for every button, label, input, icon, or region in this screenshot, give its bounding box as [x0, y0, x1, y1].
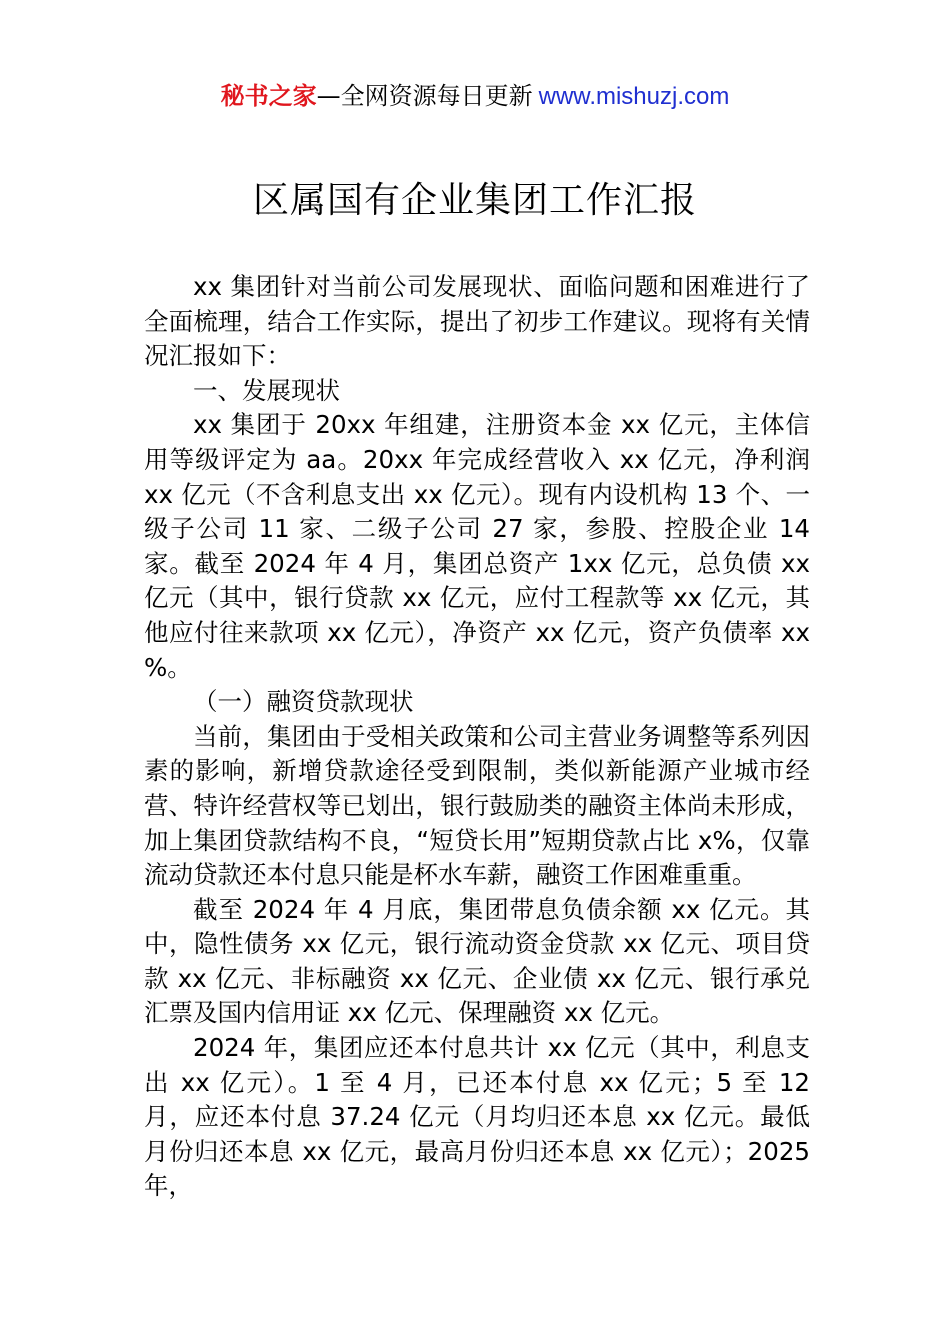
- site-tagline: —全网资源每日更新: [316, 82, 533, 110]
- paragraph-development-status: xx 集团于 20xx 年组建，注册资本金 xx 亿元，主体信用等级评定为 aa。20xx 年完成经营收入 xx 亿元，净利润 xx 亿元（不含利息支出 xx 亿元）。现有内设机构 13 个、一级子公司 11 家、二级子公司 27 家，参股、控股企业 14 家。截至 2024 年 4 月，集团总资产 1xx 亿元，总负债 xx 亿元（其中，银行贷款 xx 亿元，应付工程款等 xx 亿元，其他应付往来款项 xx 亿元），净资产 xx 亿元，资产负债率 xx %。: [144, 410, 810, 682]
- paragraph-financing-status: 当前，集团由于受相关政策和公司主营业务调整等系列因素的影响，新增贷款途径受到限制，类似新能源产业城市经营、特许经营权等已划出，银行鼓励类的融资主体尚未形成，加上集团贷款结构不良，“短贷长用”短期贷款占比 x%，仅靠流动贷款还本付息只能是杯水车薪，融资工作困难重重。: [144, 721, 810, 890]
- document-title: 区属国有企业集团工作汇报: [252, 180, 697, 221]
- section-heading-1: 一、发展现状: [193, 375, 340, 405]
- site-brand: 秘书之家: [220, 82, 317, 110]
- intro-paragraph: xx 集团针对当前公司发展现状、面临问题和困难进行了全面梳理，结合工作实际，提出了初步工作建议。现将有关情况汇报如下：: [144, 272, 810, 371]
- site-url-link[interactable]: www.mishuzj.com: [538, 83, 730, 110]
- document-body: [144, 270, 810, 1204]
- paragraph-repayment: 2024 年，集团应还本付息共计 xx 亿元（其中，利息支出 xx 亿元）。1 至 4 月，已还本付息 xx 亿元；5 至 12 月，应还本付息 37.24 亿元（月均归还本息 xx 亿元。最低月份归还本息 xx 亿元，最高月份归还本息 xx 亿元）；2025 年，: [144, 1033, 810, 1201]
- subsection-heading-1: （一）融资贷款现状: [193, 687, 414, 717]
- paragraph-debt-balance: 截至 2024 年 4 月底，集团带息负债余额 xx 亿元。其中，隐性债务 xx 亿元，银行流动资金贷款 xx 亿元、项目贷款 xx 亿元、非标融资 xx 亿元、企业债 xx 亿元、银行承兑汇票及国内信用证 xx 亿元、保理融资 xx 亿元。: [144, 894, 810, 1028]
- site-header: [0, 80, 950, 113]
